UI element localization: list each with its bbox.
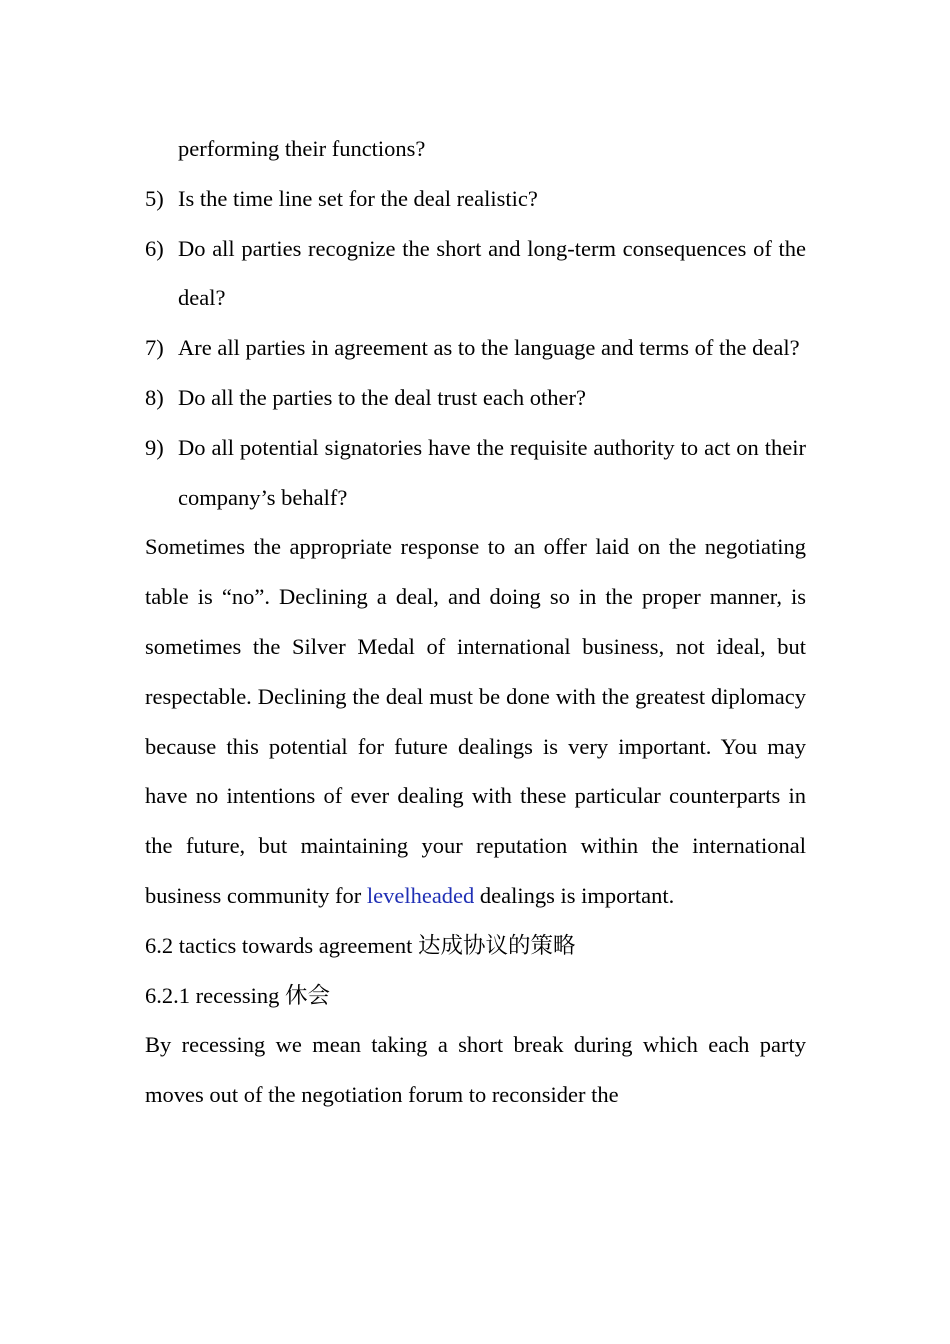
paragraph-declining-deal	[145, 522, 806, 920]
list-item-number: 5)	[145, 185, 164, 211]
list-item-text: Is the time line set for the deal realistic?	[178, 185, 538, 211]
document-page	[145, 124, 806, 1120]
paragraph-text-end: dealings is important.	[474, 882, 675, 908]
list-item-5	[145, 174, 806, 224]
levelheaded-link[interactable]: levelheaded	[366, 882, 475, 908]
list-item-6	[145, 224, 806, 324]
list-item-8	[145, 373, 806, 423]
list-item-text: Are all parties in agreement as to the language and terms of the deal?	[178, 335, 800, 361]
list-item-7	[145, 323, 806, 373]
list-item-text: Do all potential signatories have the requisite authority to act on their company’s behalf?	[178, 434, 806, 510]
list-item-text: Do all the parties to the deal trust each other?	[178, 384, 586, 410]
list-item-number: 8)	[145, 384, 164, 410]
list-item-9	[145, 423, 806, 523]
list-item-number: 7)	[145, 335, 164, 361]
paragraph-recessing: By recessing we mean taking a short break during which each party moves out of the negotiation forum to reconsider the	[145, 1032, 806, 1108]
list-item-number: 9)	[145, 434, 164, 460]
section-heading: 6.2 tactics towards agreement 达成协议的策略	[145, 932, 576, 958]
list-item-number: 6)	[145, 235, 164, 261]
subsection-heading: 6.2.1 recessing 休会	[145, 982, 330, 1008]
paragraph-text: Sometimes the appropriate response to an offer laid on the negotiating table is “no”. Declining a deal, and doing so in the proper manner, is sometimes the Silver Medal of international business, not ideal, but respectable. Declining the deal must be done with the greatest diplomacy because this potential for future dealings is very important. You may have no intentions of ever dealing with these particular counterparts in the future, but maintaining your reputation within the international business community for	[145, 534, 806, 908]
list-item-text: Do all parties recognize the short and long-term consequences of the deal?	[178, 235, 806, 311]
list-item-continuation: performing their functions?	[178, 136, 426, 161]
